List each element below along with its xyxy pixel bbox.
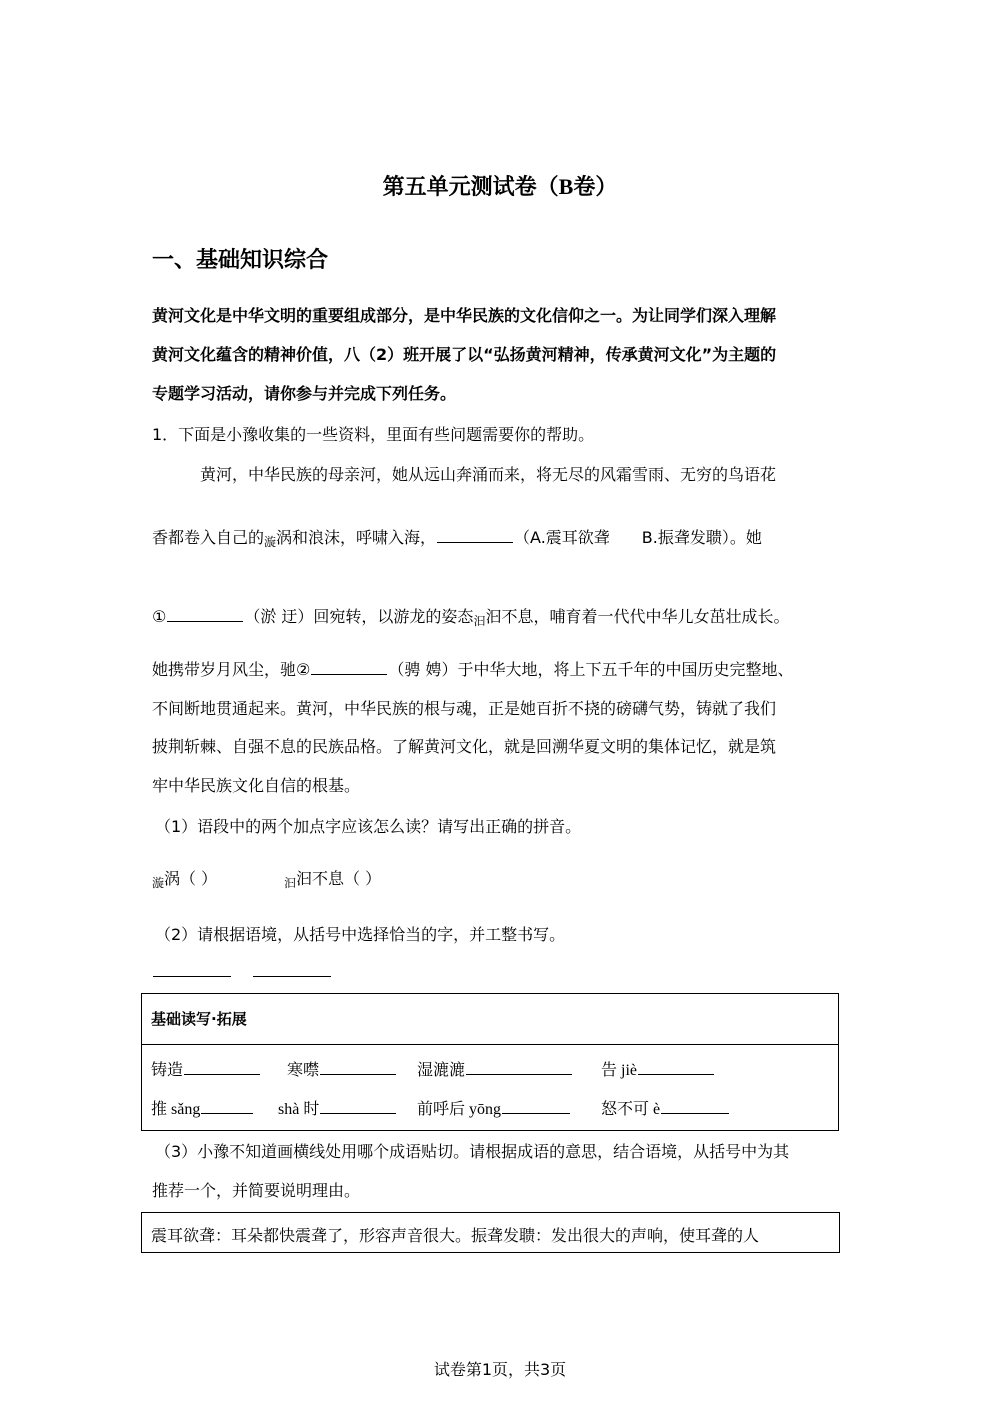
passage-line-6: 披荆斩棘、自强不息的民族品格。了解黄河文化，就是回溯华夏文明的集体记忆，就是筑: [152, 737, 777, 756]
sub-question-1: （1）语段中的两个加点字应该怎么读？请写出正确的拼音。: [155, 817, 582, 836]
passage-line-7: 牢中华民族文化自信的根基。: [152, 776, 361, 795]
vocab-box: [141, 993, 839, 1131]
answer-blank-1[interactable]: [153, 975, 231, 977]
vocab-item: 湿漉漉: [417, 1057, 573, 1080]
dotted-char: 漩: [152, 876, 165, 890]
answer-blank-2[interactable]: [253, 975, 331, 977]
passage-text: （A.震耳欲聋 B.振聋发聩）。她: [514, 528, 762, 547]
idiom-definition-text: 震耳欲聋：耳朵都快震聋了，形容声音很大。振聋发聩：发出很大的声响，使耳聋的人: [151, 1226, 760, 1245]
passage-line-3: [152, 604, 789, 629]
vocab-item: shà 时: [278, 1096, 397, 1119]
section-heading: 一、基础知识综合: [152, 248, 329, 273]
vocab-box-header: [142, 994, 838, 1045]
sub-question-3-line-1: （3）小豫不知道画横线处用哪个成语贴切。请根据成语的意思，结合语境，从括号中为其: [155, 1142, 790, 1161]
vocab-item: 推 sǎng: [151, 1096, 254, 1119]
passage-text: 香都卷入自己的: [152, 528, 265, 547]
pinyin-answer: 汩不息（ ）: [296, 869, 382, 888]
vocab-item: 寒噤: [287, 1057, 397, 1080]
dotted-char: 汩: [473, 614, 486, 628]
idiom-definition-box: [141, 1212, 840, 1253]
vocab-box-title: 基础读写·拓展: [151, 1010, 247, 1028]
vocab-blank[interactable]: [184, 1073, 260, 1075]
passage-text: 汩不息，哺育着一代代中华儿女茁壮成长。: [485, 607, 790, 626]
blank-number-1: ①: [152, 607, 167, 626]
vocab-blank[interactable]: [661, 1112, 729, 1114]
vocab-item: 铸造: [151, 1057, 261, 1080]
vocab-blank[interactable]: [320, 1073, 396, 1075]
passage-text: （骋 娉）于中华大地，将上下五千年的中国历史完整地、: [388, 660, 794, 679]
vocab-item: 前呼后 yōng: [417, 1096, 571, 1119]
page-footer: 试卷第1页，共3页: [433, 1360, 567, 1379]
passage-line-2: [152, 525, 762, 550]
vocab-item: 告 jiè: [601, 1057, 715, 1080]
pinyin-item-2[interactable]: [284, 866, 381, 891]
passage-line-5: 不间断地贯通起来。黄河，中华民族的根与魂，正是她百折不挠的磅礴气势，铸就了我们: [152, 699, 777, 718]
pinyin-item-1[interactable]: [152, 866, 217, 891]
vocab-blank[interactable]: [201, 1112, 253, 1114]
intro-line-3: 专题学习活动，请你参与并完成下列任务。: [152, 384, 457, 403]
char-blank-1[interactable]: [167, 620, 243, 622]
intro-line-1: 黄河文化是中华文明的重要组成部分，是中华民族的文化信仰之一。为让同学们深入理解: [152, 306, 777, 325]
page-title: 第五单元测试卷（B卷）: [382, 174, 618, 199]
passage-text: （淤 迂）回宛转，以游龙的姿态: [244, 607, 474, 626]
char-blank-2[interactable]: [311, 673, 387, 675]
passage-line-1: 黄河，中华民族的母亲河，她从远山奔涌而来，将无尽的风霜雪雨、无穷的鸟语花: [200, 465, 777, 484]
vocab-blank[interactable]: [638, 1073, 714, 1075]
intro-line-2: 黄河文化蕴含的精神价值，八（2）班开展了以“弘扬黄河精神，传承黄河文化”为主题的: [152, 345, 777, 364]
dotted-char: 漩: [264, 535, 277, 549]
passage-text: 涡和浪沫，呼啸入海，: [276, 528, 437, 547]
vocab-blank[interactable]: [466, 1073, 572, 1075]
dotted-char: 汩: [284, 876, 297, 890]
passage-line-4: [152, 657, 793, 680]
vocab-item: 怒不可 è: [601, 1096, 730, 1119]
pinyin-answer: 涡（ ）: [164, 869, 218, 888]
sub-question-3-line-2: 推荐一个，并简要说明理由。: [152, 1181, 361, 1200]
idiom-blank[interactable]: [437, 541, 513, 543]
sub-question-2: （2）请根据语境，从括号中选择恰当的字，并工整书写。: [155, 925, 566, 944]
vocab-blank[interactable]: [502, 1112, 570, 1114]
question-1: 1．下面是小豫收集的一些资料，里面有些问题需要你的帮助。: [152, 425, 595, 444]
passage-text: 她携带岁月风尘，驰②: [152, 660, 311, 679]
vocab-blank[interactable]: [320, 1112, 396, 1114]
